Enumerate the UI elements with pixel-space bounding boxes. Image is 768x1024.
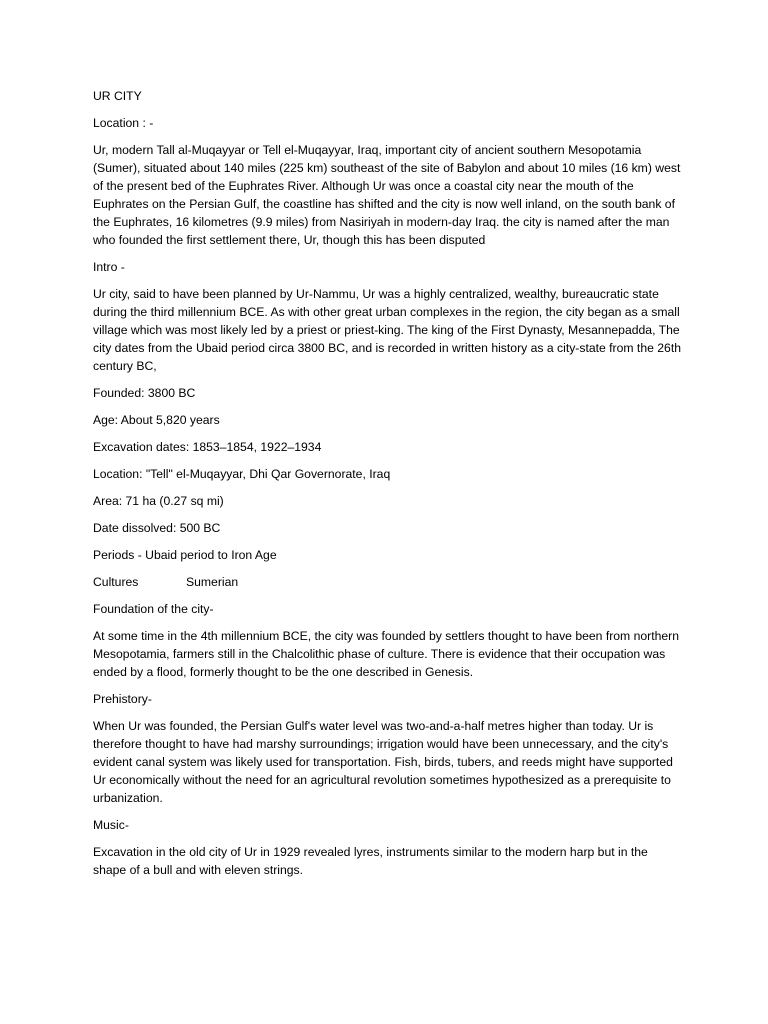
fact-age: Age: About 5,820 years xyxy=(93,413,220,427)
prehistory-heading: Prehistory- xyxy=(93,692,152,706)
music-paragraph: Excavation in the old city of Ur in 1929 revealed lyres, instruments similar to the modern harp but in the shape of a bull and with eleven strings. xyxy=(93,845,648,877)
fact-date-dissolved: Date dissolved: 500 BC xyxy=(93,521,221,535)
music-heading: Music- xyxy=(93,818,129,832)
cultures-value: Sumerian xyxy=(186,575,239,589)
fact-location: Location: "Tell" el-Muqayyar, Dhi Qar Governorate, Iraq xyxy=(93,467,391,481)
intro-heading: Intro - xyxy=(93,260,125,274)
fact-area: Area: 71 ha (0.27 sq mi) xyxy=(93,494,224,508)
intro-paragraph: Ur city, said to have been planned by Ur-Nammu, Ur was a highly centralized, wealthy, bureaucratic state during the third millennium BCE. As with other great urban complexes in the region, the city began as a small village which was most likely led by a priest or priest-king. The king of the First Dynasty, Mesannepadda, The city dates from the Ubaid period circa 3800 BC, and is recorded in written history as a city-state from the 26th century BC, xyxy=(93,287,681,373)
fact-excavation-dates: Excavation dates: 1853–1854, 1922–1934 xyxy=(93,440,322,454)
fact-periods: Periods - Ubaid period to Iron Age xyxy=(93,548,277,562)
fact-cultures xyxy=(93,573,683,591)
location-paragraph: Ur, modern Tall al-Muqayyar or Tell el-Muqayyar, Iraq, important city of ancient southern Mesopotamia (Sumer), situated about 140 miles (225 km) southeast of the site of Babylon and about 10 miles (16 km) west of the present bed of the Euphrates River. Although Ur was once a coastal city near the mouth of the Euphrates on the Persian Gulf, the coastline has shifted and the city is now well inland, on the south bank of the Euphrates, 16 kilometres (9.9 miles) from Nasiriyah in modern-day Iraq. the city is named after the man who founded the first settlement there, Ur, though this has been disputed xyxy=(93,143,681,247)
foundation-paragraph: At some time in the 4th millennium BCE, the city was founded by settlers thought to have been from northern Mesopotamia, farmers still in the Chalcolithic phase of culture. There is evidence that their occupation was ended by a flood, formerly thought to be the one described in Genesis. xyxy=(93,629,679,679)
cultures-label: Cultures xyxy=(93,575,139,589)
fact-founded: Founded: 3800 BC xyxy=(93,386,196,400)
document-title: UR CITY xyxy=(93,89,142,103)
document-body xyxy=(93,87,683,888)
location-heading: Location : - xyxy=(93,116,154,130)
prehistory-paragraph: When Ur was founded, the Persian Gulf's water level was two-and-a-half metres higher than today. Ur is therefore thought to have had marshy surroundings; irrigation would have been unnecessary, and the city's evident canal system was likely used for transportation. Fish, birds, tubers, and reeds might have supported Ur economically without the need for an agricultural revolution sometimes hypothesized as a prerequisite to urbanization. xyxy=(93,719,673,805)
foundation-heading: Foundation of the city- xyxy=(93,602,214,616)
